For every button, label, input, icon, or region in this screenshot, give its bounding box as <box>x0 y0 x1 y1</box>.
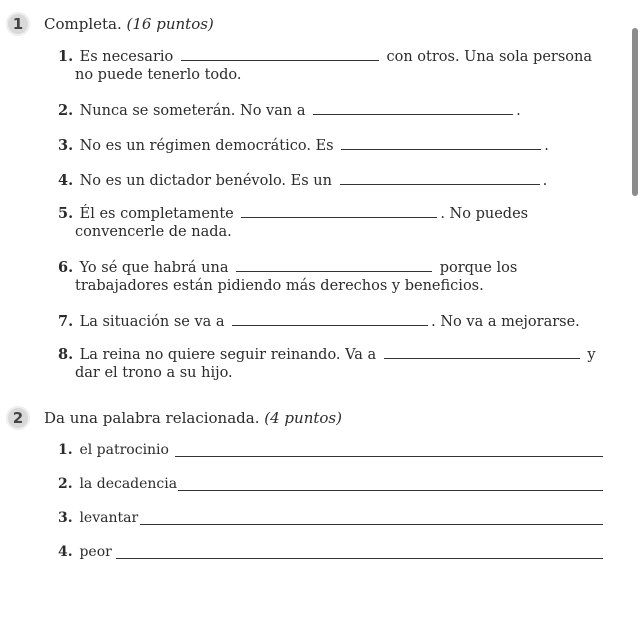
question-text: porque los <box>439 260 518 276</box>
related-word-blank-4[interactable] <box>116 546 603 559</box>
answer-blank-7[interactable] <box>232 313 428 326</box>
question-number: 3. <box>58 510 73 526</box>
question-text: Él es completamente <box>79 206 234 222</box>
question-5-continuation: convencerle de nada. <box>75 224 232 240</box>
section-1-header <box>6 12 214 36</box>
question-3 <box>58 137 549 155</box>
question-number: 7. <box>58 313 74 330</box>
prompt-word: peor <box>79 544 112 560</box>
prompt-word: levantar <box>79 510 139 526</box>
question-8 <box>58 346 596 364</box>
question-text: No es un régimen democrático. Es <box>79 138 334 154</box>
question-6 <box>58 259 517 277</box>
question-text: Nunca se someterán. No van a <box>79 103 306 119</box>
question-number: 8. <box>58 346 74 363</box>
question-text: No es un dictador benévolo. Es un <box>79 173 332 189</box>
section-2-number-badge: 2 <box>6 406 30 430</box>
section-2-title: Da una palabra relacionada. <box>44 409 260 427</box>
question-2 <box>58 102 521 120</box>
question-text: . No va a mejorarse. <box>431 314 580 330</box>
section-1-points: (16 puntos) <box>126 15 214 33</box>
question-number: 2. <box>58 102 74 119</box>
question-number: 6. <box>58 259 74 276</box>
answer-blank-3[interactable] <box>341 137 541 150</box>
related-word-4 <box>58 543 112 561</box>
answer-blank-5[interactable] <box>241 205 437 218</box>
question-text: . <box>542 173 548 189</box>
answer-blank-8[interactable] <box>384 346 580 359</box>
section-2-instruction <box>44 409 342 427</box>
question-text: Es necesario <box>79 49 174 65</box>
question-8-continuation: dar el trono a su hijo. <box>75 365 233 381</box>
section-2-header <box>6 406 342 430</box>
question-text: La situación se va a <box>79 314 225 330</box>
question-1-continuation: no puede tenerlo todo. <box>75 67 242 83</box>
question-text: con otros. Una sola persona <box>386 49 592 65</box>
question-text: y <box>587 347 596 363</box>
related-word-blank-2[interactable] <box>178 478 603 491</box>
question-number: 5. <box>58 205 74 222</box>
question-number: 4. <box>58 544 73 560</box>
question-5 <box>58 205 528 223</box>
question-text: . <box>544 138 549 154</box>
question-6-continuation: trabajadores están pidiendo más derechos y beneficios. <box>75 278 484 294</box>
question-text: Yo sé que habrá una <box>79 260 229 276</box>
question-number: 1. <box>58 442 73 458</box>
prompt-word: el patrocinio <box>79 442 169 458</box>
section-1-number-badge: 1 <box>6 12 30 36</box>
prompt-word: la decadencia <box>79 476 178 492</box>
answer-blank-1[interactable] <box>181 48 379 61</box>
question-number: 3. <box>58 137 74 154</box>
question-1 <box>58 48 592 66</box>
answer-blank-6[interactable] <box>236 259 432 272</box>
section-1-title: Completa. <box>44 15 122 33</box>
section-1-instruction <box>44 15 214 33</box>
question-7 <box>58 313 580 331</box>
related-word-blank-3[interactable] <box>140 512 603 525</box>
question-number: 1. <box>58 48 74 65</box>
related-word-2 <box>58 475 177 493</box>
question-4 <box>58 172 547 190</box>
related-word-1 <box>58 441 169 459</box>
answer-blank-2[interactable] <box>313 102 513 115</box>
scrollbar[interactable] <box>632 28 638 196</box>
question-text: La reina no quiere seguir reinando. Va a <box>79 347 377 363</box>
related-word-blank-1[interactable] <box>175 444 603 457</box>
answer-blank-4[interactable] <box>340 172 540 185</box>
question-number: 2. <box>58 476 73 492</box>
question-text: . No puedes <box>440 206 529 222</box>
section-2-points: (4 puntos) <box>264 409 342 427</box>
question-text: . <box>516 103 521 119</box>
question-number: 4. <box>58 172 74 189</box>
related-word-3 <box>58 509 138 527</box>
